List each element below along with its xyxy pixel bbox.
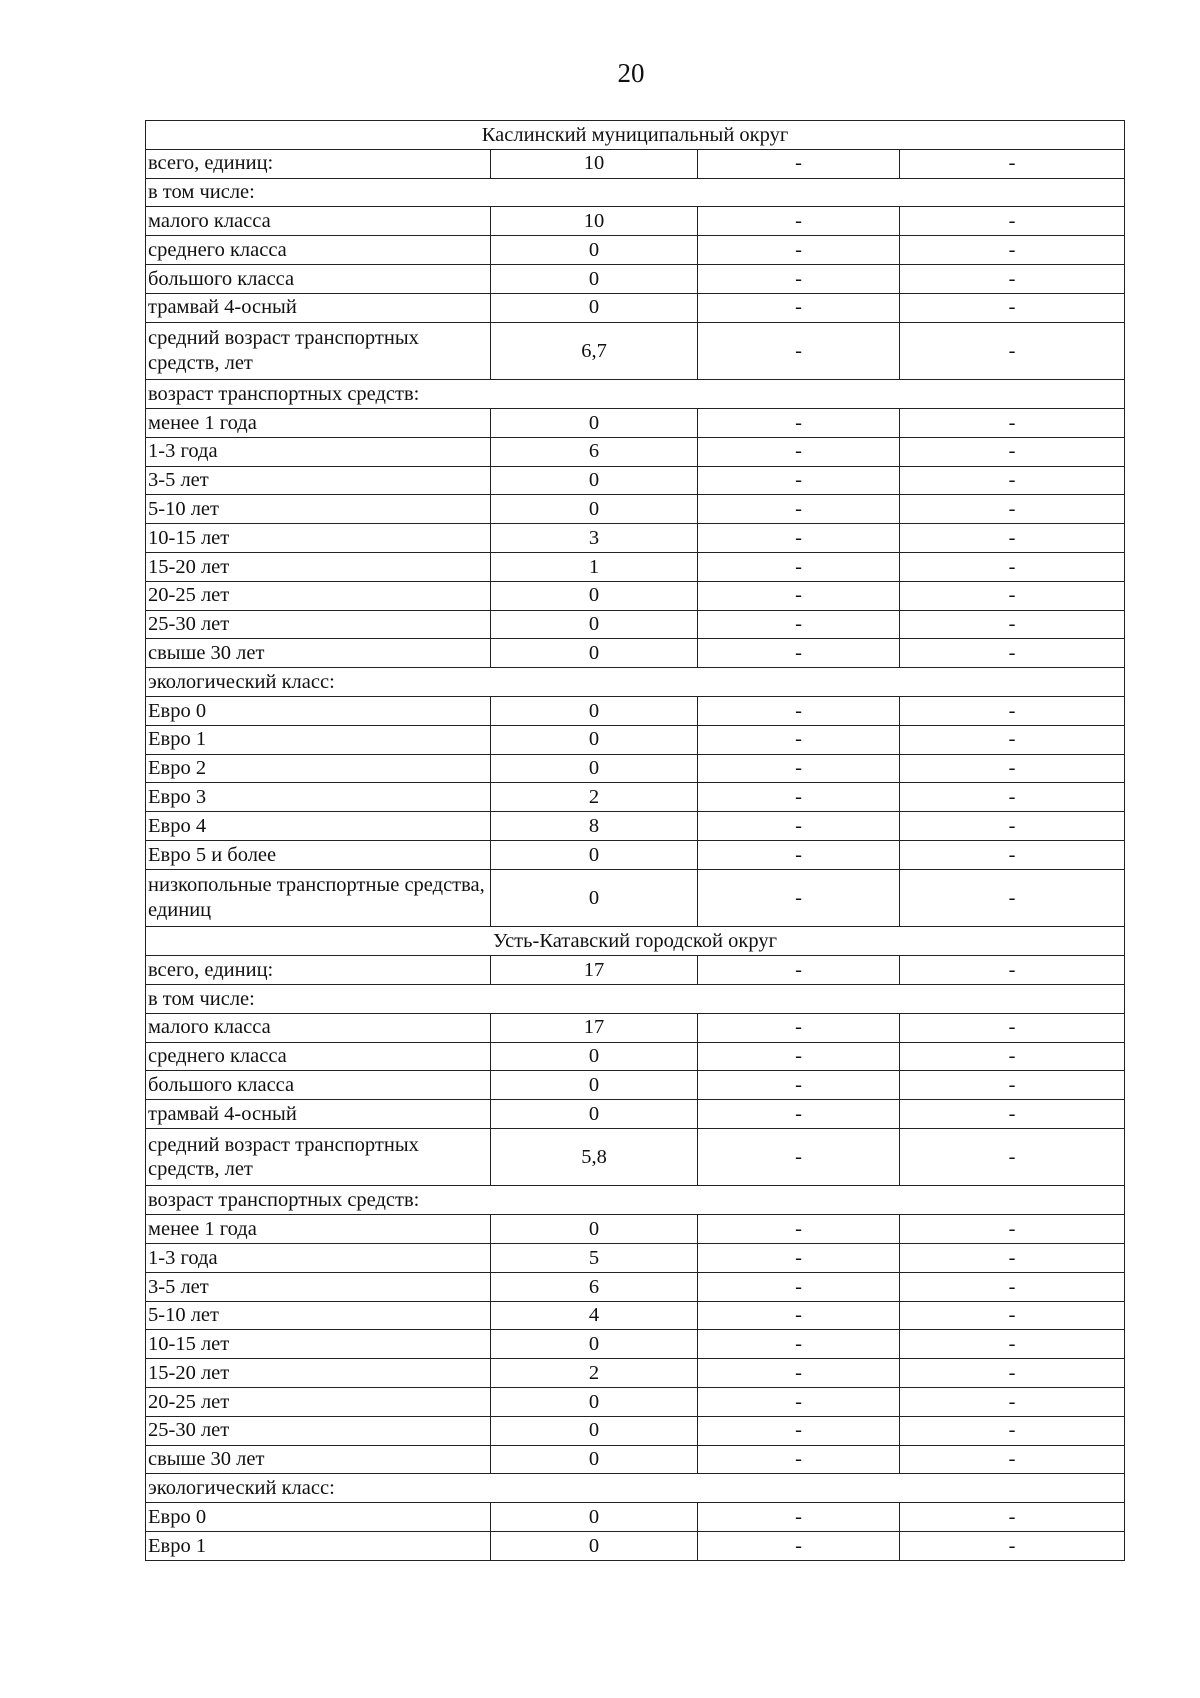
table-row xyxy=(146,1503,1125,1532)
table-row xyxy=(146,1445,1125,1474)
row-value-dash: - xyxy=(900,264,1125,293)
table-row xyxy=(146,552,1125,581)
table-row xyxy=(146,437,1125,466)
row-value-dash: - xyxy=(900,149,1125,178)
row-value-dash: - xyxy=(698,1128,900,1186)
row-value-dash: - xyxy=(698,466,900,495)
row-label: Евро 2 xyxy=(146,754,491,783)
row-value-dash: - xyxy=(698,581,900,610)
row-value-dash: - xyxy=(900,1013,1125,1042)
row-value: 0 xyxy=(491,1532,698,1561)
row-value: 0 xyxy=(491,610,698,639)
row-value: 10 xyxy=(491,149,698,178)
group-label: в том числе: xyxy=(146,984,1125,1013)
row-label: 3-5 лет xyxy=(146,466,491,495)
row-label: Евро 1 xyxy=(146,725,491,754)
table-row xyxy=(146,869,1125,927)
row-value-dash: - xyxy=(900,783,1125,812)
row-value-dash: - xyxy=(900,1445,1125,1474)
row-label: менее 1 года xyxy=(146,408,491,437)
row-value-dash: - xyxy=(698,495,900,524)
row-value-dash: - xyxy=(900,293,1125,322)
row-value-dash: - xyxy=(698,293,900,322)
row-value-dash: - xyxy=(698,840,900,869)
table-row xyxy=(146,408,1125,437)
row-value-dash: - xyxy=(900,1215,1125,1244)
row-label: всего, единиц: xyxy=(146,956,491,985)
row-label: трамвай 4-осный xyxy=(146,293,491,322)
row-label: большого класса xyxy=(146,1071,491,1100)
page-number: 20 xyxy=(617,58,645,88)
group-header-row xyxy=(146,380,1125,409)
row-value-dash: - xyxy=(900,466,1125,495)
row-value: 0 xyxy=(491,696,698,725)
row-value-dash: - xyxy=(698,1042,900,1071)
table-row xyxy=(146,322,1125,380)
row-value-dash: - xyxy=(900,1272,1125,1301)
row-label: Евро 0 xyxy=(146,1503,491,1532)
row-value-dash: - xyxy=(698,1532,900,1561)
table-row xyxy=(146,840,1125,869)
row-value: 0 xyxy=(491,236,698,265)
table-row xyxy=(146,1215,1125,1244)
row-value-dash: - xyxy=(698,783,900,812)
row-value: 6 xyxy=(491,1272,698,1301)
row-label: 1-3 года xyxy=(146,437,491,466)
group-header-row xyxy=(146,178,1125,207)
row-value-dash: - xyxy=(900,207,1125,236)
row-value: 8 xyxy=(491,812,698,841)
row-value-dash: - xyxy=(698,408,900,437)
row-value-dash: - xyxy=(900,1071,1125,1100)
row-value-dash: - xyxy=(698,552,900,581)
table-row xyxy=(146,1416,1125,1445)
row-value-dash: - xyxy=(900,1042,1125,1071)
row-value-dash: - xyxy=(698,956,900,985)
row-value-dash: - xyxy=(900,581,1125,610)
row-value-dash: - xyxy=(900,725,1125,754)
table-row xyxy=(146,1100,1125,1129)
table-row xyxy=(146,1330,1125,1359)
row-value-dash: - xyxy=(698,1330,900,1359)
row-value-dash: - xyxy=(698,1301,900,1330)
row-label: 15-20 лет xyxy=(146,552,491,581)
row-label: 20-25 лет xyxy=(146,581,491,610)
table-row xyxy=(146,725,1125,754)
row-label: низкопольные транспортные средства, единиц xyxy=(146,869,491,927)
row-value: 0 xyxy=(491,466,698,495)
row-value: 2 xyxy=(491,1359,698,1388)
table-row xyxy=(146,293,1125,322)
group-label: экологический класс: xyxy=(146,1474,1125,1503)
table-row xyxy=(146,1359,1125,1388)
section-header-row xyxy=(146,121,1125,150)
row-label: 10-15 лет xyxy=(146,524,491,553)
row-label: 25-30 лет xyxy=(146,1416,491,1445)
row-label: среднего класса xyxy=(146,1042,491,1071)
row-value-dash: - xyxy=(698,639,900,668)
row-value-dash: - xyxy=(698,1013,900,1042)
row-value: 0 xyxy=(491,264,698,293)
row-label: Евро 1 xyxy=(146,1532,491,1561)
table-row xyxy=(146,495,1125,524)
row-value-dash: - xyxy=(900,812,1125,841)
row-value-dash: - xyxy=(900,1244,1125,1273)
row-value: 0 xyxy=(491,1445,698,1474)
row-label: свыше 30 лет xyxy=(146,1445,491,1474)
table-row xyxy=(146,783,1125,812)
table-body xyxy=(146,121,1125,1561)
row-value: 3 xyxy=(491,524,698,553)
row-value-dash: - xyxy=(900,552,1125,581)
row-value: 10 xyxy=(491,207,698,236)
table-row xyxy=(146,149,1125,178)
row-value-dash: - xyxy=(900,437,1125,466)
row-value-dash: - xyxy=(900,754,1125,783)
table-row xyxy=(146,207,1125,236)
row-label: малого класса xyxy=(146,207,491,236)
section-header-row xyxy=(146,927,1125,956)
row-value: 5,8 xyxy=(491,1128,698,1186)
row-label: Евро 4 xyxy=(146,812,491,841)
transport-statistics-table xyxy=(145,120,1125,1561)
group-label: возраст транспортных средств: xyxy=(146,1186,1125,1215)
table-row xyxy=(146,1532,1125,1561)
row-value-dash: - xyxy=(698,1503,900,1532)
row-value: 0 xyxy=(491,495,698,524)
row-value-dash: - xyxy=(900,1359,1125,1388)
table-row xyxy=(146,812,1125,841)
row-label: 15-20 лет xyxy=(146,1359,491,1388)
row-value-dash: - xyxy=(900,524,1125,553)
row-value-dash: - xyxy=(900,869,1125,927)
row-value-dash: - xyxy=(698,1272,900,1301)
row-value-dash: - xyxy=(698,610,900,639)
row-label: 1-3 года xyxy=(146,1244,491,1273)
row-value-dash: - xyxy=(698,869,900,927)
row-value-dash: - xyxy=(698,1416,900,1445)
row-value-dash: - xyxy=(900,610,1125,639)
row-value-dash: - xyxy=(900,1532,1125,1561)
row-value: 0 xyxy=(491,1042,698,1071)
row-label: Евро 0 xyxy=(146,696,491,725)
row-value-dash: - xyxy=(900,322,1125,380)
row-value-dash: - xyxy=(698,207,900,236)
table-row xyxy=(146,1042,1125,1071)
row-value: 0 xyxy=(491,639,698,668)
table-row xyxy=(146,264,1125,293)
row-value: 2 xyxy=(491,783,698,812)
row-value-dash: - xyxy=(698,725,900,754)
row-label: среднего класса xyxy=(146,236,491,265)
row-value: 6,7 xyxy=(491,322,698,380)
row-value: 17 xyxy=(491,956,698,985)
row-label: средний возраст транспортных средств, лет xyxy=(146,322,491,380)
row-value-dash: - xyxy=(698,264,900,293)
table-row xyxy=(146,610,1125,639)
table-row xyxy=(146,1128,1125,1186)
row-value: 4 xyxy=(491,1301,698,1330)
row-value: 0 xyxy=(491,293,698,322)
row-value-dash: - xyxy=(900,408,1125,437)
row-value-dash: - xyxy=(698,812,900,841)
row-value: 6 xyxy=(491,437,698,466)
group-header-row xyxy=(146,668,1125,697)
row-label: 25-30 лет xyxy=(146,610,491,639)
row-value: 0 xyxy=(491,1100,698,1129)
row-value: 0 xyxy=(491,1215,698,1244)
row-value-dash: - xyxy=(900,1330,1125,1359)
row-value-dash: - xyxy=(900,1503,1125,1532)
row-value-dash: - xyxy=(900,1388,1125,1417)
row-label: большого класса xyxy=(146,264,491,293)
table-row xyxy=(146,1013,1125,1042)
table-row xyxy=(146,581,1125,610)
row-value: 0 xyxy=(491,1330,698,1359)
row-label: Евро 5 и более xyxy=(146,840,491,869)
row-value-dash: - xyxy=(698,1215,900,1244)
row-value-dash: - xyxy=(698,1100,900,1129)
row-value-dash: - xyxy=(900,1416,1125,1445)
row-value-dash: - xyxy=(698,1388,900,1417)
table-row xyxy=(146,524,1125,553)
row-value-dash: - xyxy=(698,754,900,783)
table-row xyxy=(146,1071,1125,1100)
table-row xyxy=(146,1388,1125,1417)
row-value-dash: - xyxy=(698,437,900,466)
row-label: менее 1 года xyxy=(146,1215,491,1244)
row-label: трамвай 4-осный xyxy=(146,1100,491,1129)
row-value-dash: - xyxy=(900,1301,1125,1330)
row-label: 20-25 лет xyxy=(146,1388,491,1417)
row-label: всего, единиц: xyxy=(146,149,491,178)
row-value: 1 xyxy=(491,552,698,581)
table-row xyxy=(146,696,1125,725)
row-value-dash: - xyxy=(900,956,1125,985)
group-label: возраст транспортных средств: xyxy=(146,380,1125,409)
row-value: 0 xyxy=(491,725,698,754)
table-row xyxy=(146,956,1125,985)
row-value: 0 xyxy=(491,869,698,927)
row-value-dash: - xyxy=(698,696,900,725)
table-row xyxy=(146,639,1125,668)
table-row xyxy=(146,1272,1125,1301)
row-value: 17 xyxy=(491,1013,698,1042)
row-label: 3-5 лет xyxy=(146,1272,491,1301)
row-value: 0 xyxy=(491,408,698,437)
row-value: 0 xyxy=(491,754,698,783)
row-value: 0 xyxy=(491,581,698,610)
section-title: Усть-Катавский городской округ xyxy=(146,927,1125,956)
row-value: 0 xyxy=(491,1388,698,1417)
row-value: 0 xyxy=(491,1416,698,1445)
row-value: 0 xyxy=(491,840,698,869)
row-value-dash: - xyxy=(698,149,900,178)
row-label: средний возраст транспортных средств, лет xyxy=(146,1128,491,1186)
group-label: в том числе: xyxy=(146,178,1125,207)
row-label: малого класса xyxy=(146,1013,491,1042)
row-label: 5-10 лет xyxy=(146,1301,491,1330)
row-value-dash: - xyxy=(698,1359,900,1388)
table-row xyxy=(146,466,1125,495)
row-value: 5 xyxy=(491,1244,698,1273)
row-value-dash: - xyxy=(900,236,1125,265)
table-row xyxy=(146,236,1125,265)
row-value-dash: - xyxy=(698,1071,900,1100)
group-header-row xyxy=(146,1474,1125,1503)
row-value: 0 xyxy=(491,1503,698,1532)
table-row xyxy=(146,1301,1125,1330)
row-label: 10-15 лет xyxy=(146,1330,491,1359)
row-value-dash: - xyxy=(698,524,900,553)
table-row xyxy=(146,754,1125,783)
section-title: Каслинский муниципальный округ xyxy=(146,121,1125,150)
group-label: экологический класс: xyxy=(146,668,1125,697)
row-value-dash: - xyxy=(900,696,1125,725)
row-value-dash: - xyxy=(900,1128,1125,1186)
row-value-dash: - xyxy=(900,639,1125,668)
table-row xyxy=(146,1244,1125,1273)
row-label: 5-10 лет xyxy=(146,495,491,524)
row-label: Евро 3 xyxy=(146,783,491,812)
row-value-dash: - xyxy=(900,840,1125,869)
row-value-dash: - xyxy=(698,322,900,380)
group-header-row xyxy=(146,984,1125,1013)
row-label: свыше 30 лет xyxy=(146,639,491,668)
row-value-dash: - xyxy=(698,1244,900,1273)
group-header-row xyxy=(146,1186,1125,1215)
row-value-dash: - xyxy=(698,236,900,265)
row-value-dash: - xyxy=(698,1445,900,1474)
row-value-dash: - xyxy=(900,495,1125,524)
row-value-dash: - xyxy=(900,1100,1125,1129)
row-value: 0 xyxy=(491,1071,698,1100)
